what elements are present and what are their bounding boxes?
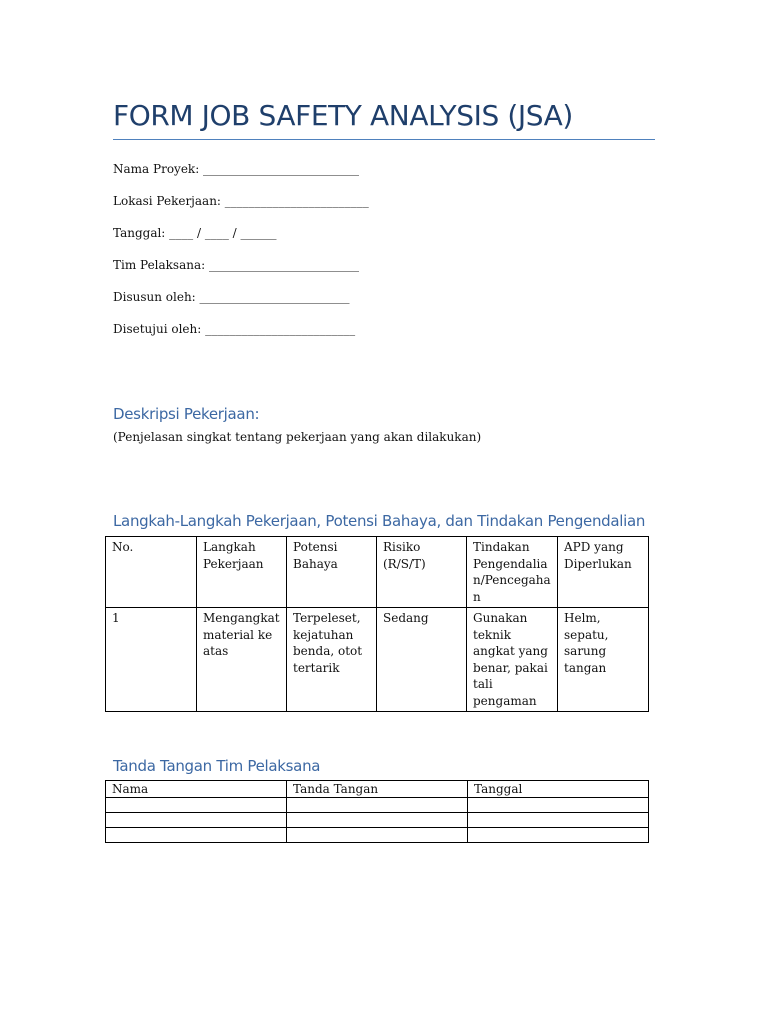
signature-sign-cell xyxy=(287,813,468,828)
header-cell: Risiko (R/S/T) xyxy=(377,537,467,608)
header-cell: Langkah Pekerjaan xyxy=(197,537,287,608)
signature-sign-cell xyxy=(287,828,468,843)
field-lokasi-pekerjaan: Lokasi Pekerjaan: ________________________ xyxy=(113,194,369,208)
signature-sign-cell xyxy=(287,798,468,813)
signature-date-cell xyxy=(468,828,649,843)
table-cell: Sedang xyxy=(377,608,467,712)
signature-name-cell xyxy=(106,813,287,828)
signature-table xyxy=(105,780,649,843)
page-title: FORM JOB SAFETY ANALYSIS (JSA) xyxy=(113,99,573,132)
signature-name-cell xyxy=(106,798,287,813)
header-cell: Potensi Bahaya xyxy=(287,537,377,608)
title-divider xyxy=(113,139,655,140)
langkah-heading: Langkah-Langkah Pekerjaan, Potensi Bahaya, dan Tindakan Pengendalian xyxy=(113,512,646,530)
header-cell: Nama xyxy=(106,781,287,798)
field-tim-pelaksana: Tim Pelaksana: _________________________ xyxy=(113,258,359,272)
header-cell: Tanggal xyxy=(468,781,649,798)
deskripsi-text: (Penjelasan singkat tentang pekerjaan yang akan dilakukan) xyxy=(113,430,482,444)
header-cell: Tindakan Pengendalian/Pencegahan xyxy=(467,537,558,608)
table-cell: 1 xyxy=(106,608,197,712)
signature-header-row xyxy=(106,781,649,798)
header-cell: APD yang Diperlukan xyxy=(558,537,649,608)
table-cell: Terpeleset, kejatuhan benda, otot tertarik xyxy=(287,608,377,712)
table-cell: Helm, sepatu, sarung tangan xyxy=(558,608,649,712)
field-nama-proyek: Nama Proyek: __________________________ xyxy=(113,162,360,176)
table-cell: Mengangkat material ke atas xyxy=(197,608,287,712)
table-row xyxy=(106,828,649,843)
deskripsi-heading: Deskripsi Pekerjaan: xyxy=(113,405,260,423)
field-disetujui-oleh: Disetujui oleh: _________________________ xyxy=(113,322,356,336)
table-row xyxy=(106,798,649,813)
table-cell: Gunakan teknik angkat yang benar, pakai tali pengaman xyxy=(467,608,558,712)
header-cell: No. xyxy=(106,537,197,608)
field-tanggal: Tanggal: ____ / ____ / ______ xyxy=(113,226,277,240)
table-row xyxy=(106,813,649,828)
table-row xyxy=(106,608,649,712)
jsa-header-row xyxy=(106,537,649,608)
tanda-tangan-heading: Tanda Tangan Tim Pelaksana xyxy=(113,757,321,775)
signature-name-cell xyxy=(106,828,287,843)
signature-date-cell xyxy=(468,813,649,828)
signature-date-cell xyxy=(468,798,649,813)
jsa-table xyxy=(105,536,649,712)
header-cell: Tanda Tangan xyxy=(287,781,468,798)
field-disusun-oleh: Disusun oleh: _________________________ xyxy=(113,290,350,304)
